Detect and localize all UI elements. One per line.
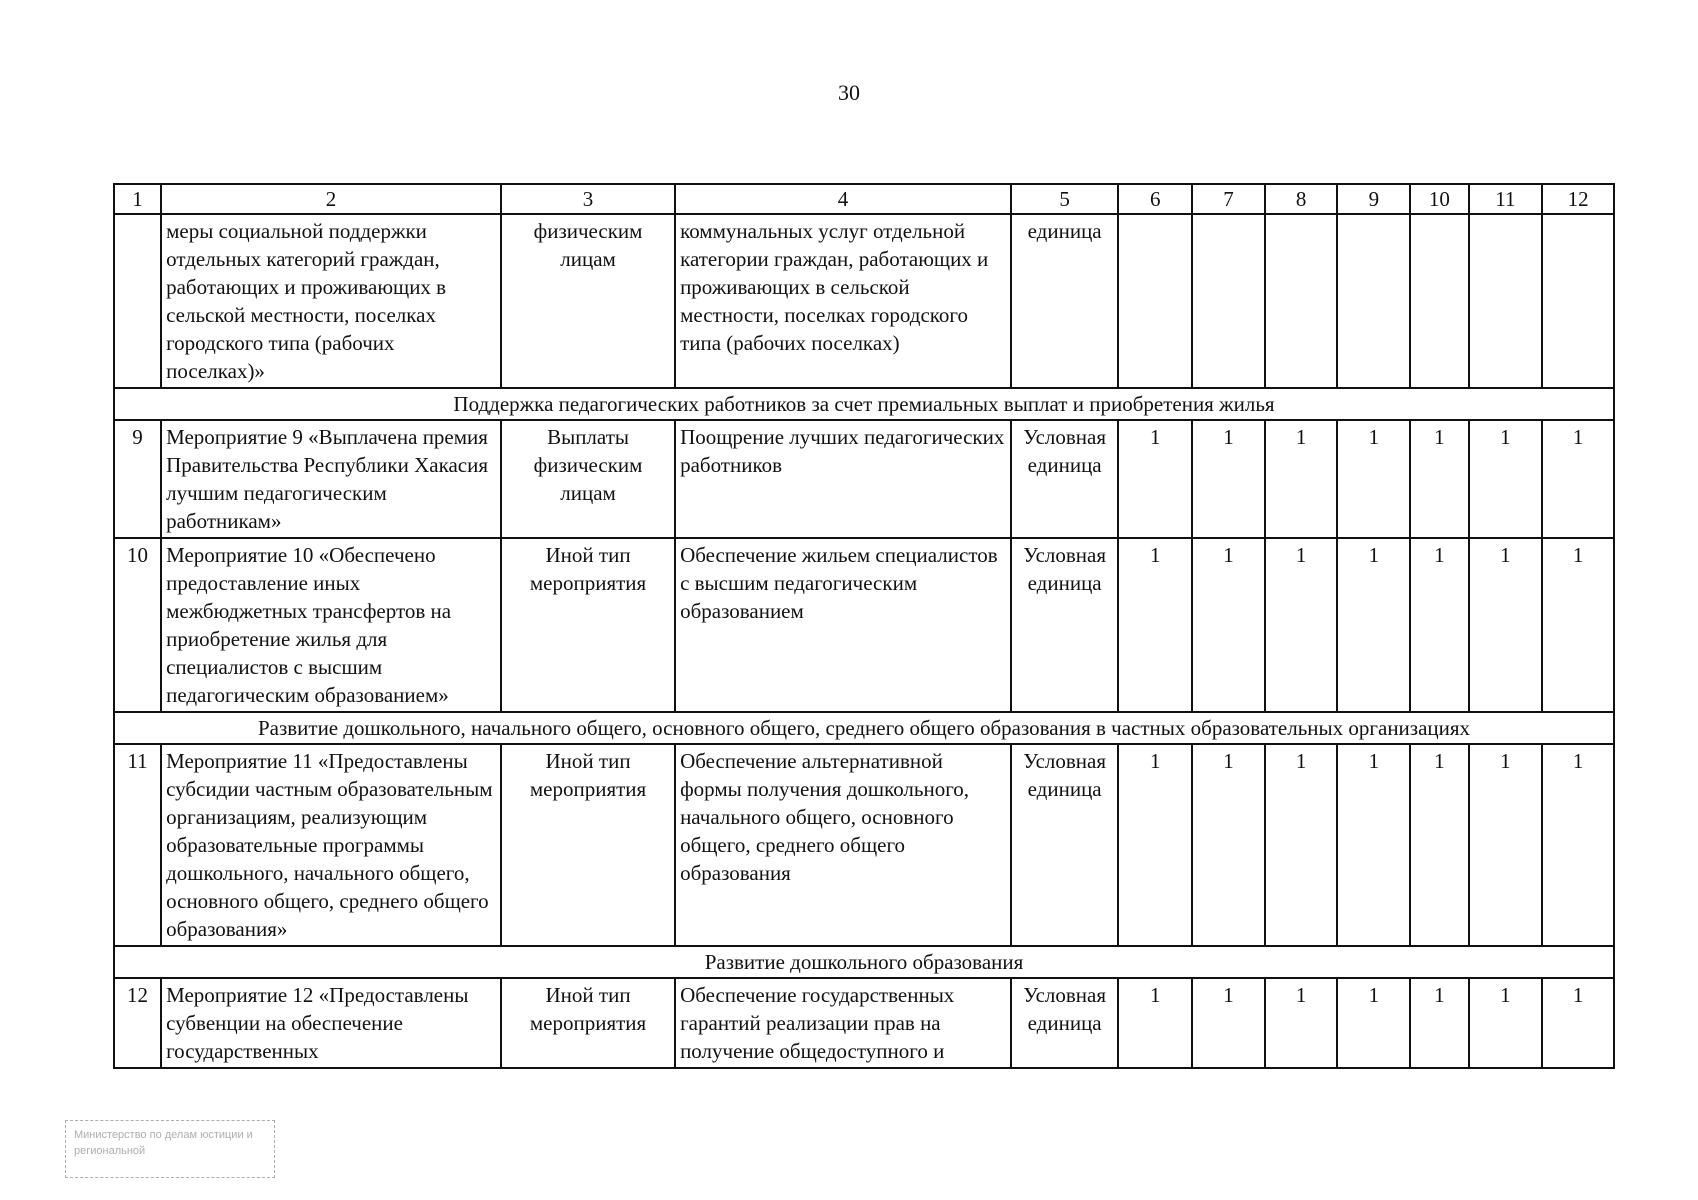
header-row [114,184,1614,214]
year-value-cell: 1 [1542,978,1614,1068]
year-value-cell: 1 [1118,744,1192,946]
year-value-cell: 1 [1337,744,1410,946]
header-cell: 9 [1337,184,1410,214]
measure-result-cell: Поощрение лучших педагогических работников [675,420,1011,538]
row-number-cell: 9 [114,420,161,538]
year-value-cell: 1 [1469,538,1543,712]
year-value-cell: 1 [1265,538,1338,712]
year-value-cell: 1 [1192,538,1265,712]
year-value-cell: 1 [1410,420,1468,538]
header-cell: 3 [501,184,675,214]
year-value-cell: 1 [1410,538,1468,712]
header-cell: 10 [1410,184,1468,214]
measure-type-cell: физическим лицам [501,214,675,388]
section-row [114,388,1614,420]
year-value-cell: 1 [1410,978,1468,1068]
header-cell: 6 [1118,184,1192,214]
measure-name-cell: Мероприятие 11 «Предоставлены субсидии частным образовательным организациям, реализующим образовательные программы дошкольного, начального общего, основного общего, среднего общего образования» [161,744,501,946]
stamp-text: Министерство по делам юстиции и региональной [74,1129,253,1157]
row-number-cell [114,214,161,388]
year-value-cell: 1 [1542,538,1614,712]
year-value-cell: 1 [1192,420,1265,538]
section-title: Развитие дошкольного, начального общего, основного общего, среднего общего образования в частных образовательных организациях [114,712,1614,744]
header-cell: 4 [675,184,1011,214]
measure-type-cell: Иной тип мероприятия [501,978,675,1068]
section-title: Развитие дошкольного образования [114,946,1614,978]
year-value-cell: 1 [1265,978,1338,1068]
year-value-cell [1118,214,1192,388]
section-row [114,712,1614,744]
year-value-cell: 1 [1118,978,1192,1068]
year-value-cell: 1 [1542,420,1614,538]
section-title: Поддержка педагогических работников за счет премиальных выплат и приобретения жилья [114,388,1614,420]
row-number-cell: 12 [114,978,161,1068]
year-value-cell: 1 [1118,420,1192,538]
year-value-cell [1410,214,1468,388]
year-value-cell: 1 [1469,978,1543,1068]
year-value-cell [1337,214,1410,388]
table-row [114,214,1614,388]
year-value-cell: 1 [1469,744,1543,946]
year-value-cell: 1 [1118,538,1192,712]
year-value-cell: 1 [1337,420,1410,538]
header-cell: 5 [1011,184,1119,214]
measure-result-cell: Обеспечение государственных гарантий реализации прав на получение общедоступного и [675,978,1011,1068]
measure-type-cell: Выплаты физическим лицам [501,420,675,538]
header-cell: 8 [1265,184,1338,214]
row-number-cell: 11 [114,744,161,946]
measure-type-cell: Иной тип мероприятия [501,538,675,712]
measure-name-cell: меры социальной поддержки отдельных категорий граждан, работающих и проживающих в сельской местности, поселках городского типа (рабочих поселках)» [161,214,501,388]
year-value-cell: 1 [1469,420,1543,538]
year-value-cell: 1 [1265,744,1338,946]
measure-name-cell: Мероприятие 10 «Обеспечено предоставление иных межбюджетных трансфертов на приобретение жилья для специалистов с высшим педагогическим образованием» [161,538,501,712]
page-number: 30 [838,80,860,105]
header-cell: 12 [1542,184,1614,214]
unit-cell: Условная единица [1011,420,1119,538]
measure-result-cell: Обеспечение жильем специалистов с высшим педагогическим образованием [675,538,1011,712]
section-row [114,946,1614,978]
unit-cell: единица [1011,214,1119,388]
unit-cell: Условная единица [1011,978,1119,1068]
row-number-cell: 10 [114,538,161,712]
table-row [114,978,1614,1068]
year-value-cell: 1 [1337,538,1410,712]
header-cell: 11 [1469,184,1543,214]
year-value-cell [1469,214,1543,388]
year-value-cell [1192,214,1265,388]
measure-name-cell: Мероприятие 9 «Выплачена премия Правительства Республики Хакасия лучшим педагогическим работникам» [161,420,501,538]
table-row [114,744,1614,946]
registration-stamp [65,1120,275,1178]
header-cell: 1 [114,184,161,214]
year-value-cell: 1 [1410,744,1468,946]
measures-table [113,183,1615,1069]
unit-cell: Условная единица [1011,744,1119,946]
year-value-cell: 1 [1192,744,1265,946]
measure-result-cell: Обеспечение альтернативной формы получения дошкольного, начального общего, основного общего, среднего общего образования [675,744,1011,946]
header-cell: 2 [161,184,501,214]
year-value-cell: 1 [1337,978,1410,1068]
year-value-cell: 1 [1542,744,1614,946]
measure-name-cell: Мероприятие 12 «Предоставлены субвенции на обеспечение государственных [161,978,501,1068]
header-cell: 7 [1192,184,1265,214]
table-row [114,538,1614,712]
year-value-cell [1265,214,1338,388]
year-value-cell: 1 [1265,420,1338,538]
measure-type-cell: Иной тип мероприятия [501,744,675,946]
year-value-cell [1542,214,1614,388]
year-value-cell: 1 [1192,978,1265,1068]
table-row [114,420,1614,538]
measure-result-cell: коммунальных услуг отдельной категории граждан, работающих и проживающих в сельской местности, поселках городского типа (рабочих поселках) [675,214,1011,388]
unit-cell: Условная единица [1011,538,1119,712]
